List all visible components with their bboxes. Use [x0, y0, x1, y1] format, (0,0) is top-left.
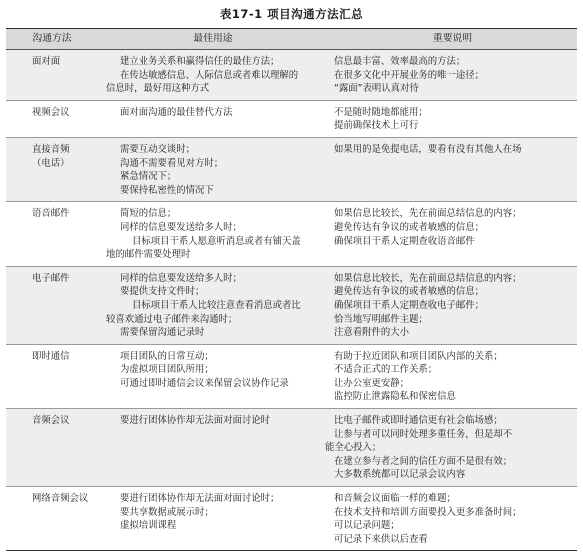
note-line: 在建立参与者之间的信任方面不是很有效； [334, 455, 513, 467]
use-line: 面对面沟通的最佳替代方法 [120, 106, 233, 118]
use-line: 在传达敏感信息、人际信息或者难以理解的 [120, 69, 299, 81]
note-line: 能全心投入； [325, 442, 382, 454]
method-cell [6, 137, 98, 201]
method-line: 面对面 [32, 56, 61, 67]
use-line: 可通过即时通信会议来保留会议协作记录 [120, 377, 289, 389]
note-line: “露面”表明认真对待 [334, 83, 419, 95]
use-line: 需要互动交谈时； [120, 143, 196, 155]
use-line: 建立业务关系和赢得信任的最佳方法； [120, 56, 280, 67]
note-line: 监控防止泄露隐私和保密信息 [334, 391, 456, 403]
note-line: 恰当地写明邮件主题； [334, 313, 428, 325]
use-line: 信息时，最好用这种方式 [106, 83, 210, 95]
method-cell [6, 487, 98, 551]
best-use-cell [98, 202, 328, 266]
use-line: 要保持私密性的情况下 [120, 184, 214, 196]
use-line: 目标项目干系人比较注意查看消息或者比 [132, 299, 301, 311]
use-line: 要共享数据或展示时； [120, 506, 214, 518]
note-line: 避免传达有争议的或者敏感的信息； [334, 221, 485, 233]
use-line: 虚拟培训课程 [120, 520, 177, 532]
method-line: 语音邮件 [32, 208, 70, 220]
method-line: 网络音频会议 [32, 493, 89, 505]
note-line: 有助于拉近团队和项目团队内部的关系； [334, 350, 503, 362]
method-cell [6, 409, 98, 487]
header-method: 沟通方法 [6, 29, 98, 50]
use-line: 同样的信息要发送给多人时； [120, 221, 242, 233]
table-row [6, 487, 577, 551]
use-line: 地的邮件需要处理时 [106, 249, 191, 261]
best-use-cell [98, 100, 328, 137]
use-line: 同样的信息要发送给多人时； [120, 272, 242, 284]
method-cell [6, 202, 98, 266]
best-use-cell [98, 50, 328, 101]
notes-cell [328, 137, 577, 201]
notes-cell [328, 100, 577, 137]
method-line: 即时通信 [32, 350, 70, 362]
method-line: 视频会议 [32, 106, 70, 118]
use-line: 较喜欢通过电子邮件来沟通时； [106, 313, 238, 325]
use-line: 目标项目干系人愿意听消息或者有铺天盖 [132, 235, 301, 247]
note-line: 可记录下来供以后查看 [334, 533, 428, 545]
method-cell [6, 344, 98, 408]
note-line: 不是随时随地都能用； [334, 106, 428, 118]
notes-cell [328, 487, 577, 551]
method-line: 直接音频 [32, 143, 70, 155]
method-cell [6, 50, 98, 101]
use-line: 为虚拟项目团队所用； [120, 364, 214, 376]
note-line: 可以记录问题； [334, 520, 400, 532]
note-line: 让参与者可以同时处理多重任务，但是却不 [334, 428, 513, 440]
best-use-cell [98, 344, 328, 408]
best-use-cell [98, 266, 328, 344]
notes-cell [328, 202, 577, 266]
use-line: 紧急情况下； [120, 171, 177, 183]
note-line: 在很多文化中开展业务的唯一途径； [334, 69, 485, 81]
method-line: 音频会议 [32, 415, 70, 427]
notes-cell [328, 50, 577, 101]
note-line: 和音频会议面临一样的难题； [334, 493, 456, 505]
note-line: 如果用的是免提电话，要看有没有其他人在场 [334, 143, 522, 155]
use-line: 要进行团体协作却无法面对面讨论时； [120, 493, 280, 505]
method-cell [6, 100, 98, 137]
note-line: 确保项目干系人定期查收电子邮件； [334, 299, 485, 311]
use-line: 沟通不需要看见对方时； [120, 157, 224, 169]
note-line: 确保项目干系人定期查收语音邮件 [334, 235, 475, 247]
use-line: 要提供支持文件时； [120, 286, 205, 298]
note-line: 大多数系统都可以记录会议内容 [334, 469, 466, 481]
table-row [6, 50, 577, 101]
method-line: （电话） [32, 157, 70, 169]
note-line: 在技术支持和培训方面要投入更多准备时间； [334, 506, 522, 518]
note-line: 比电子邮件或即时通信更有社会临场感； [334, 415, 503, 427]
notes-cell [325, 409, 577, 487]
table-row [6, 409, 577, 487]
notes-cell [328, 344, 577, 408]
note-line: 让办公室更安静； [334, 377, 410, 389]
notes-cell [328, 266, 577, 344]
table-header-row [6, 29, 577, 50]
use-line: 要进行团体协作却无法面对面讨论时 [120, 415, 271, 427]
best-use-cell [98, 487, 328, 551]
method-cell [6, 266, 98, 344]
note-line: 不适合正式的工作关系； [334, 364, 438, 376]
table-row [6, 266, 577, 344]
table-row [6, 100, 577, 137]
header-notes: 重要说明 [328, 29, 577, 50]
use-line: 简短的信息； [120, 208, 177, 220]
best-use-cell [98, 137, 328, 201]
header-best-use: 最佳用途 [98, 29, 328, 50]
table-row [6, 202, 577, 266]
note-line: 注意看附件的大小 [334, 327, 410, 339]
communication-methods-table [6, 28, 577, 551]
note-line: 如果信息比较长，先在前面总结信息的内容； [334, 272, 522, 284]
note-line: 避免传达有争议的或者敏感的信息； [334, 286, 485, 298]
table-row [6, 344, 577, 408]
table-caption: 表17-1 项目沟通方法汇总 [219, 7, 364, 21]
note-line: 信息最丰富、效率最高的方法； [334, 56, 466, 67]
use-line: 项目团队的日常互动； [120, 350, 214, 362]
use-line: 需要保留沟通记录时 [120, 327, 205, 339]
method-line: 电子邮件 [32, 272, 70, 284]
best-use-cell [98, 409, 328, 487]
note-line: 提前确保技术上可行 [334, 120, 419, 132]
note-line: 如果信息比较长，先在前面总结信息的内容； [334, 208, 522, 220]
table-row [6, 137, 577, 201]
